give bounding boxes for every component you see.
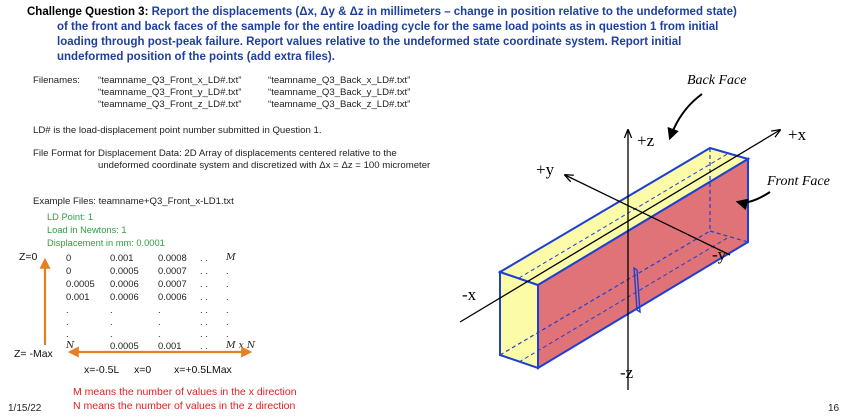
filename-front-y: “teamname_Q3_Front_y_LD#.txt” <box>98 87 242 98</box>
table-cell: 0.0005 <box>66 278 95 289</box>
back-face-label: Back Face <box>687 73 747 88</box>
file-format-line-1: File Format for Displacement Data: 2D Array of displacements centered relative to the <box>33 148 397 159</box>
load-label: Load in Newtons: 1 <box>47 225 127 235</box>
table-cell: 0.001 <box>66 291 90 302</box>
sample-diagram <box>440 60 850 400</box>
z-bottom-label: Z= -Max <box>14 348 53 360</box>
table-axis-arrows <box>0 0 300 418</box>
table-cell: . <box>226 278 229 289</box>
table-cell: 0.0005 <box>110 340 139 351</box>
z-top-label: Z=0 <box>19 251 38 263</box>
filename-back-z: “teamname_Q3_Back_z_LD#.txt” <box>268 99 411 110</box>
table-cell: . <box>226 328 229 339</box>
note-m: M means the number of values in the x direction <box>73 386 297 398</box>
title-line-4: undeformed position of the points (add extra files). <box>57 51 335 63</box>
table-cell: 0.0008 <box>158 252 187 263</box>
table-cell: 0.0007 <box>158 278 187 289</box>
table-cell: . <box>66 316 69 327</box>
title-line-3: loading through post-peak failure. Report values relative to the undeformed state coordinate system. Report initial <box>57 36 682 48</box>
table-cell: . . <box>200 252 208 263</box>
table-cell: 0.0006 <box>110 278 139 289</box>
table-cell: 0.0006 <box>158 291 187 302</box>
ld-point-label: LD Point: 1 <box>47 212 93 222</box>
table-cell: . <box>66 328 69 339</box>
note-n: N means the number of values in the z direction <box>73 400 296 412</box>
table-cell: . . <box>200 328 208 339</box>
ny-label: -y <box>712 245 727 264</box>
table-cell: . <box>226 316 229 327</box>
footer-date: 1/15/22 <box>8 403 42 414</box>
table-cell: . . <box>200 340 208 351</box>
table-cell: . <box>110 304 113 315</box>
back-face-pointer <box>670 94 702 138</box>
table-cell: 0.0007 <box>158 265 187 276</box>
table-cell: . <box>158 316 161 327</box>
table-cell: 0.001 <box>158 340 182 351</box>
filename-back-x: “teamname_Q3_Back_x_LD#.txt” <box>268 75 411 86</box>
table-cell: 0 <box>66 265 72 276</box>
nx-label: -x <box>462 285 477 304</box>
table-cell: . . <box>200 304 208 315</box>
table-cell: . <box>66 304 69 315</box>
table-cell: M <box>226 252 236 263</box>
example-files-label: Example Files: teamname+Q3_Front_x-LD1.txt <box>33 196 234 207</box>
table-cell: M x N <box>226 340 256 351</box>
table-cell: . . <box>200 316 208 327</box>
table-cell: 0.001 <box>110 252 134 263</box>
pz-label: +z <box>637 131 655 150</box>
table-cell: N <box>66 340 75 351</box>
displacement-label: Displacement in mm: 0.0001 <box>47 238 165 248</box>
table-cell: . . <box>200 265 208 276</box>
table-cell: . <box>110 328 113 339</box>
table-cell: . <box>158 304 161 315</box>
file-format-line-2: undeformed coordinate system and discretized with Δx = Δz = 100 micrometer <box>98 160 431 171</box>
py-label: +y <box>536 160 555 179</box>
table-cell: . . <box>200 278 208 289</box>
table-cell: 0 <box>66 252 72 263</box>
table-cell: . <box>226 265 229 276</box>
filename-front-z: “teamname_Q3_Front_z_LD#.txt” <box>98 99 242 110</box>
table-cell: 0.0006 <box>110 291 139 302</box>
front-face-label: Front Face <box>767 174 830 189</box>
table-cell: 0.0005 <box>110 265 139 276</box>
title-line-2: of the front and back faces of the sample for the entire loading cycle for the same load points as in question 1 from initial <box>57 21 719 33</box>
table-cell: . . <box>200 291 208 302</box>
ld-note: LD# is the load-displacement point number submitted in Question 1. <box>33 125 322 136</box>
table-cell: . <box>110 316 113 327</box>
question-lead: Challenge Question 3: <box>27 6 149 18</box>
px-label: +x <box>788 125 807 144</box>
table-cell: . <box>226 291 229 302</box>
page-number: 16 <box>828 403 840 414</box>
table-cell: . <box>158 328 161 339</box>
x-right-label: x=+0.5LMax <box>174 364 232 376</box>
filename-back-y: “teamname_Q3_Back_y_LD#.txt” <box>268 87 411 98</box>
filename-front-x: “teamname_Q3_Front_x_LD#.txt” <box>98 75 242 86</box>
x-left-label: x=-0.5L <box>84 364 120 376</box>
table-cell: . <box>226 304 229 315</box>
title-line-1: Report the displacements (Δx, Δy & Δz in millimeters – change in position relative to the undeformed state) <box>151 6 737 18</box>
nz-label: -z <box>620 363 634 382</box>
filenames-label: Filenames: <box>33 75 80 86</box>
x-center-label: x=0 <box>134 364 152 376</box>
